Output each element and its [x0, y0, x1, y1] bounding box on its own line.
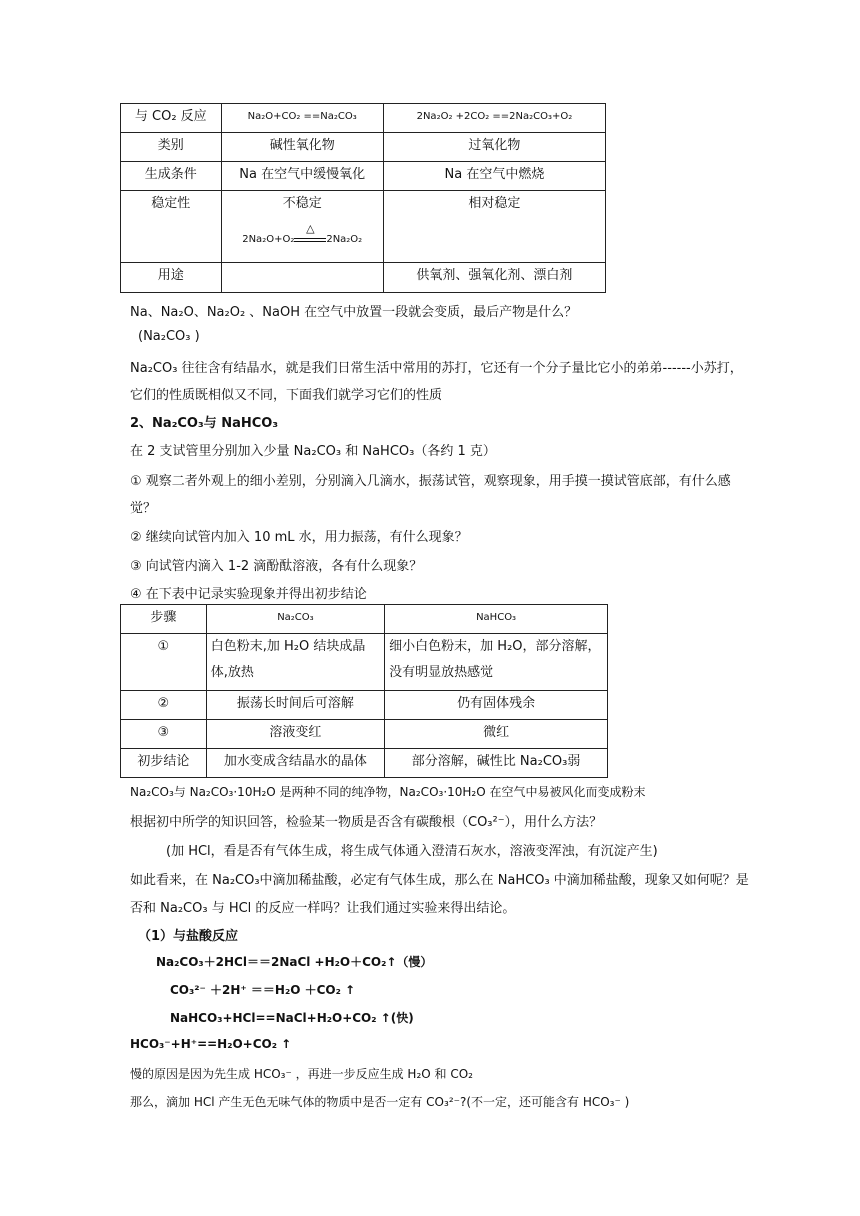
- paragraph: 它们的性质既相似又不同，下面我们就学习它们的性质: [130, 388, 443, 403]
- step-cell: ①: [121, 634, 207, 691]
- cell: 相对稳定: [383, 191, 605, 263]
- paragraph: 根据初中所学的知识回答，检验某一物质是否含有碳酸根（CO₃²⁻），用什么方法？: [130, 815, 603, 830]
- row-label: 用途: [121, 263, 222, 293]
- paragraph: Na₂CO₃ 往往含有结晶水，就是我们日常生活中常用的苏打，它还有一个分子量比它小的弟弟------小苏打，: [130, 361, 743, 376]
- paragraph: 慢的原因是因为先生成 HCO₃⁻ ，再进一步反应生成 H₂O 和 CO₂: [130, 1067, 473, 1081]
- cell: 碱性氧化物: [221, 133, 383, 162]
- row-label: 与 CO₂ 反应: [121, 104, 222, 133]
- heat-symbol: △: [306, 222, 315, 235]
- row-label: 类别: [121, 133, 222, 162]
- header-cell: NaHCO₃: [385, 605, 608, 634]
- step-text: 觉？: [130, 501, 157, 516]
- heat-condition: [294, 222, 326, 242]
- equation: HCO₃⁻+H⁺==H₂O+CO₂ ↑: [130, 1037, 292, 1051]
- step-cell: ③: [121, 720, 207, 749]
- cell: 加水变成含结晶水的晶体: [206, 749, 384, 778]
- cell: 2Na₂O₂ +2CO₂ ==2Na₂CO₃+O₂: [383, 104, 605, 133]
- answer-text: (加 HCl，看是否有气体生成，将生成气体通入澄清石灰水，溶液变浑浊，有沉淀产生): [166, 844, 658, 859]
- step-text: ④ 在下表中记录实验现象并得出初步结论: [130, 587, 367, 602]
- equation: [226, 222, 379, 253]
- paragraph: 如此看来，在 Na₂CO₃中滴加稀盐酸，必定有气体生成，那么在 NaHCO₃ 中滴加稀盐酸，现象又如何呢？是: [130, 873, 749, 888]
- cell: 白色粉末,加 H₂O 结块成晶体,放热: [206, 634, 384, 691]
- cell: 细小白色粉末，加 H₂O，部分溶解，没有明显放热感觉: [385, 634, 608, 691]
- cell: [221, 263, 383, 293]
- step-cell: ②: [121, 691, 207, 720]
- paragraph: 否和 Na₂CO₃ 与 HCl 的反应一样吗？让我们通过实验来得出结论。: [130, 901, 516, 916]
- cell: Na₂O+CO₂ ==Na₂CO₃: [221, 104, 383, 133]
- step-text: ③ 向试管内滴入 1-2 滴酚酞溶液，各有什么现象？: [130, 559, 423, 574]
- cell: 溶液变红: [206, 720, 384, 749]
- subsection-heading: （1）与盐酸反应: [138, 929, 239, 944]
- cell: 供氧剂、强氧化剂、漂白剂: [383, 263, 605, 293]
- cell: 过氧化物: [383, 133, 605, 162]
- row-label: 生成条件: [121, 162, 222, 191]
- eq-right: 2Na₂O₂: [326, 234, 363, 245]
- answer-text: (Na₂CO₃ ): [138, 329, 200, 344]
- cell: 振荡长时间后可溶解: [206, 691, 384, 720]
- header-cell: 步骤: [121, 605, 207, 634]
- cell: Na 在空气中缓慢氧化: [221, 162, 383, 191]
- paragraph: 那么，滴加 HCl 产生无色无味气体的物质中是否一定有 CO₃²⁻?(不一定，还可能含有 HCO₃⁻ ): [130, 1095, 630, 1109]
- equation: NaHCO₃+HCl==NaCl+H₂O+CO₂ ↑(快): [170, 1011, 414, 1025]
- row-label: 稳定性: [121, 191, 222, 263]
- section-heading: 2、Na₂CO₃与 NaHCO₃: [130, 416, 279, 431]
- cell: 微红: [385, 720, 608, 749]
- paragraph: 在 2 支试管里分别加入少量 Na₂CO₃ 和 NaHCO₃（各约 1 克）: [130, 444, 496, 459]
- step-cell: 初步结论: [121, 749, 207, 778]
- paragraph: Na₂CO₃与 Na₂CO₃·10H₂O 是两种不同的纯净物，Na₂CO₃·10H₂O 在空气中易被风化而变成粉末: [130, 785, 646, 799]
- stability-cell: [221, 191, 383, 263]
- step-text: ② 继续向试管内加入 10 mL 水，用力振荡，有什么现象？: [130, 530, 468, 545]
- eq-left: 2Na₂O+O₂: [242, 234, 295, 245]
- step-text: ① 观察二者外观上的细小差别，分别滴入几滴水，振荡试管，观察现象，用手摸一摸试管底部，有什么感: [130, 474, 731, 489]
- header-cell: Na₂CO₃: [206, 605, 384, 634]
- question-text: Na、Na₂O、Na₂O₂ 、NaOH 在空气中放置一段就会变质，最后产物是什么？: [130, 305, 578, 320]
- cell: Na 在空气中燃烧: [383, 162, 605, 191]
- oxide-comparison-table: [120, 103, 606, 293]
- cell: 部分溶解，碱性比 Na₂CO₃弱: [385, 749, 608, 778]
- cell: 仍有固体残余: [385, 691, 608, 720]
- cell-text: 不稳定: [282, 196, 322, 211]
- experiment-table: [120, 604, 608, 778]
- equation: CO₃²⁻ ＋2H⁺ ＝＝H₂O ＋CO₂ ↑: [170, 983, 356, 997]
- equation: Na₂CO₃＋2HCl＝＝2NaCl +H₂O＋CO₂↑（慢）: [156, 955, 433, 969]
